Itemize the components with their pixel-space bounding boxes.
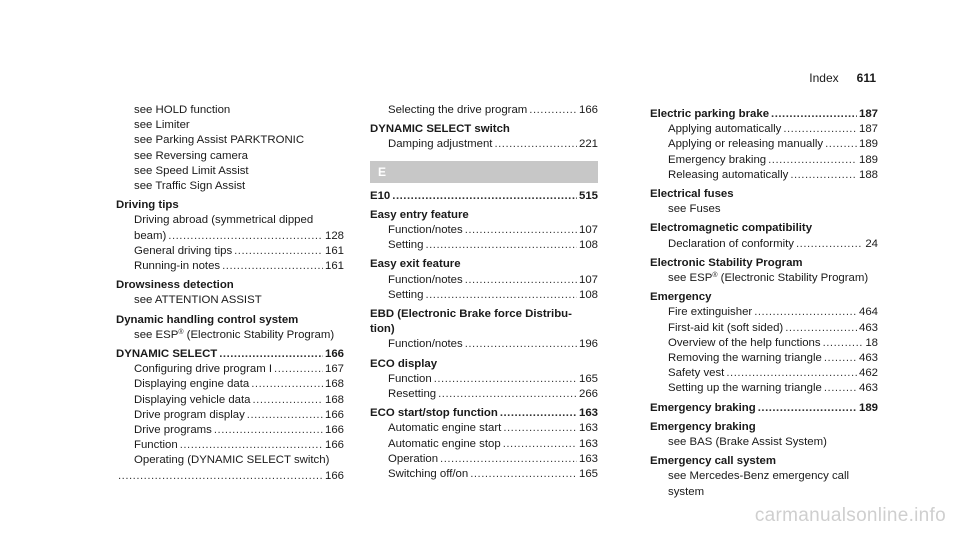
section-title: Index [809, 71, 839, 85]
index-heading: Electromagnetic compatibility [650, 222, 813, 235]
leader-dots [824, 381, 857, 396]
entry-page-number: 196 [578, 338, 598, 351]
page-header [809, 71, 876, 85]
entry-text: Automatic engine stop [388, 437, 501, 450]
entry-page-number: 187 [858, 108, 878, 120]
entry-page-number: 189 [858, 153, 878, 166]
entry-page-number: 108 [578, 288, 598, 301]
entry-page-number: 266 [578, 388, 598, 401]
leader-dots [783, 122, 857, 137]
entry-page-number: 515 [578, 189, 598, 202]
leader-dots [494, 137, 577, 152]
entry-page-number: 128 [324, 229, 344, 242]
entry-page-number: 18 [865, 336, 878, 349]
index-heading: Emergency [650, 291, 712, 304]
leader-dots [274, 362, 323, 377]
index-heading: DYNAMIC SELECT switch [370, 123, 510, 136]
leader-dots [219, 347, 323, 362]
entry-text: Running-in notes [134, 260, 221, 273]
index-subentry-row [370, 372, 598, 387]
entry-page-number: 221 [578, 138, 598, 151]
entry-page-number: 462 [858, 367, 878, 380]
leader-dots [438, 387, 577, 402]
index-subentry-row [116, 438, 344, 453]
registered-mark: ® [178, 328, 184, 336]
entry-page-number: 189 [858, 138, 878, 151]
leader-dots [234, 244, 323, 259]
leader-dots [425, 238, 577, 253]
leader-dots [790, 168, 857, 183]
esp-text-rest: (Electronic Stability Program) [717, 272, 869, 285]
entry-page-number: 165 [578, 468, 598, 481]
index-subentry-row [370, 467, 598, 482]
entry-text: Switching off/on [388, 468, 469, 481]
index-subentry-row [650, 168, 878, 183]
index-subentry-row [116, 362, 344, 377]
entry-page-number: 166 [324, 469, 344, 482]
page-number: 611 [856, 71, 876, 85]
leader-dots [180, 438, 323, 453]
entry-page-number: 166 [578, 104, 598, 116]
entry-text: E10 [370, 189, 391, 202]
index-subentry-esp [650, 271, 878, 286]
entry-page-number: 463 [858, 382, 878, 395]
index-subentry-row [116, 423, 344, 438]
index-subentry: Operating (DYNAMIC SELECT switch) [134, 454, 330, 467]
entry-page-number: 464 [858, 306, 878, 319]
index-subentry-row [116, 408, 344, 423]
entry-text: Displaying vehicle data [134, 393, 251, 406]
entry-page-number: 107 [578, 224, 598, 237]
entry-text: Drive programs [134, 424, 212, 437]
index-subentry-row [370, 223, 598, 238]
index-subentry-row [650, 137, 878, 152]
index-heading: Emergency braking [650, 420, 756, 433]
entry-text: Resetting [388, 388, 437, 401]
entry-page-number: 165 [578, 372, 598, 385]
index-subentry: Driving abroad (symmetrical dipped [134, 214, 314, 227]
index-subentry-row [650, 351, 878, 366]
leader-dots [824, 351, 857, 366]
entry-text: Setting [388, 239, 424, 252]
registered-mark: ® [712, 272, 718, 280]
entry-text: Releasing automatically [668, 168, 789, 181]
leader-dots [251, 377, 323, 392]
leader-dots [222, 259, 323, 274]
index-subentry-row [650, 366, 878, 381]
esp-text: see ESP [668, 272, 713, 285]
entry-text: Declaration of conformity [668, 237, 794, 250]
entry-text: Function/notes [388, 338, 463, 351]
leader-dots [825, 137, 857, 152]
index-heading: Emergency call system [650, 455, 777, 468]
index-heading: Easy entry feature [370, 208, 469, 221]
index-heading-row [370, 189, 598, 204]
index-heading-row [650, 107, 878, 122]
entry-text: Removing the warning triangle [668, 352, 822, 365]
entry-page-number: 107 [578, 273, 598, 286]
entry-text: Fire extinguisher [668, 306, 753, 319]
entry-page-number: 168 [324, 393, 344, 406]
leader-dots [823, 336, 864, 351]
index-heading-row [116, 347, 344, 362]
entry-page-number: 189 [858, 401, 878, 414]
index-subentry-row [650, 305, 878, 320]
index-subentry-row [370, 288, 598, 303]
entry-text: Displaying engine data [134, 378, 250, 391]
leader-dots [465, 273, 577, 288]
entry-text: beam) [134, 229, 167, 242]
entry-page-number: 163 [578, 452, 598, 465]
entry-text: Function [134, 439, 178, 452]
entry-text: Operation [388, 452, 439, 465]
entry-page-number: 24 [865, 237, 878, 250]
leader-dots [434, 372, 577, 387]
index-heading-row [650, 401, 878, 416]
index-subentry: see HOLD function [134, 104, 231, 116]
index-subentry-row [370, 421, 598, 436]
entry-page-number: 163 [578, 407, 598, 420]
index-subentry-row [650, 321, 878, 336]
entry-page-number: 166 [324, 408, 344, 421]
index-heading: Electronic Stability Program [650, 256, 803, 269]
entry-text: General driving tips [134, 244, 233, 257]
leader-dots [503, 421, 577, 436]
leader-dots [771, 107, 857, 122]
index-subentry-row [370, 387, 598, 402]
entry-text: Function [388, 372, 432, 385]
index-subentry-row [370, 437, 598, 452]
entry-text: Selecting the drive program [388, 104, 528, 116]
index-subentry-row [116, 259, 344, 274]
entry-page-number: 167 [324, 363, 344, 376]
leader-dots [465, 337, 577, 352]
leader-dots [465, 223, 577, 238]
index-heading: Electrical fuses [650, 188, 734, 201]
entry-page-number: 166 [324, 348, 344, 361]
entry-page-number: 163 [578, 437, 598, 450]
entry-text: Applying automatically [668, 123, 782, 136]
entry-text: Drive program display [134, 408, 245, 421]
entry-page-number: 168 [324, 378, 344, 391]
index-subentry-row [650, 336, 878, 351]
esp-text: see ESP [134, 328, 179, 341]
index-subentry-row [116, 377, 344, 392]
entry-text: Automatic engine start [388, 422, 502, 435]
entry-page-number: 163 [578, 422, 598, 435]
index-subentry: see BAS (Brake Assist System) [668, 436, 827, 449]
leader-dots [247, 408, 323, 423]
entry-page-number: 188 [858, 168, 878, 181]
index-heading: ECO display [370, 357, 438, 370]
entry-text: DYNAMIC SELECT [116, 348, 218, 361]
leader-dots [118, 469, 323, 484]
section-letter-bar: E [370, 161, 598, 183]
index-subentry-row [370, 273, 598, 288]
leader-dots [529, 103, 577, 118]
index-subentry: see Limiter [134, 119, 190, 132]
index-heading: Driving tips [116, 199, 179, 212]
entry-text: Emergency braking [668, 153, 767, 166]
index-subentry: see Reversing camera [134, 149, 248, 162]
index-column-3 [650, 103, 878, 500]
esp-text-rest: (Electronic Stability Program) [183, 328, 335, 341]
index-subentry-esp [116, 328, 344, 343]
entry-text: Setting [388, 288, 424, 301]
index-subentry-row [370, 137, 598, 152]
index-subentry: see Traffic Sign Assist [134, 180, 246, 193]
index-subentry-row [370, 337, 598, 352]
leader-dots [214, 423, 323, 438]
leader-dots [503, 437, 577, 452]
entry-page-number: 166 [324, 424, 344, 437]
leader-dots [768, 153, 857, 168]
index-heading: Drowsiness detection [116, 279, 234, 292]
entry-text: Emergency braking [650, 401, 756, 414]
entry-page-number: 187 [858, 123, 878, 136]
leader-dots [168, 229, 323, 244]
index-subentry-row [116, 469, 344, 484]
index-subentry-row [650, 153, 878, 168]
leader-dots [253, 393, 323, 408]
entry-text: Electric parking brake [650, 108, 770, 120]
entry-text: Function/notes [388, 273, 463, 286]
index-heading: tion) [370, 323, 395, 336]
leader-dots [470, 467, 577, 482]
entry-page-number: 463 [858, 352, 878, 365]
entry-text: Safety vest [668, 367, 725, 380]
leader-dots [440, 452, 577, 467]
leader-dots [785, 321, 857, 336]
leader-dots [392, 189, 577, 204]
entry-text: First-aid kit (soft sided) [668, 321, 784, 334]
entry-page-number: 463 [858, 321, 878, 334]
entry-text: Configuring drive program I [134, 363, 273, 376]
index-heading: EBD (Electronic Brake force Distribu- [370, 308, 572, 321]
leader-dots [754, 305, 857, 320]
index-subentry-row [650, 122, 878, 137]
index-subentry-row [650, 237, 878, 252]
index-subentry: see Speed Limit Assist [134, 164, 249, 177]
index-subentry: see Fuses [668, 203, 721, 216]
entry-text: ECO start/stop function [370, 407, 498, 420]
entry-page-number: 161 [324, 260, 344, 273]
index-subentry: see ATTENTION ASSIST [134, 294, 262, 307]
entry-text: Function/notes [388, 224, 463, 237]
index-subentry: see Mercedes-Benz emergency call system [668, 470, 850, 498]
index-subentry-row [370, 238, 598, 253]
index-heading: Easy exit feature [370, 258, 461, 271]
index-subentry-row [116, 244, 344, 259]
index-heading: Dynamic handling control system [116, 313, 299, 326]
index-subentry-row [370, 103, 598, 118]
entry-text: Damping adjustment [388, 138, 493, 151]
index-column-2 [370, 103, 598, 482]
entry-page-number: 161 [324, 244, 344, 257]
leader-dots [796, 237, 863, 252]
index-subentry: see Parking Assist PARKTRONIC [134, 134, 305, 147]
entry-page-number: 166 [324, 439, 344, 452]
watermark: carmanualsonline.info [754, 505, 946, 526]
entry-text: Applying or releasing manually [668, 138, 824, 151]
index-heading-row [370, 406, 598, 421]
index-subentry-row [116, 229, 344, 244]
leader-dots [425, 288, 577, 303]
entry-page-number: 108 [578, 239, 598, 252]
index-subentry-row [116, 393, 344, 408]
leader-dots [758, 401, 857, 416]
index-column-1 [116, 103, 344, 484]
entry-text: Overview of the help functions [668, 336, 821, 349]
leader-dots [726, 366, 857, 381]
leader-dots [500, 406, 577, 421]
index-subentry-row [650, 381, 878, 396]
index-subentry-row [370, 452, 598, 467]
entry-text: Setting up the warning triangle [668, 382, 822, 395]
